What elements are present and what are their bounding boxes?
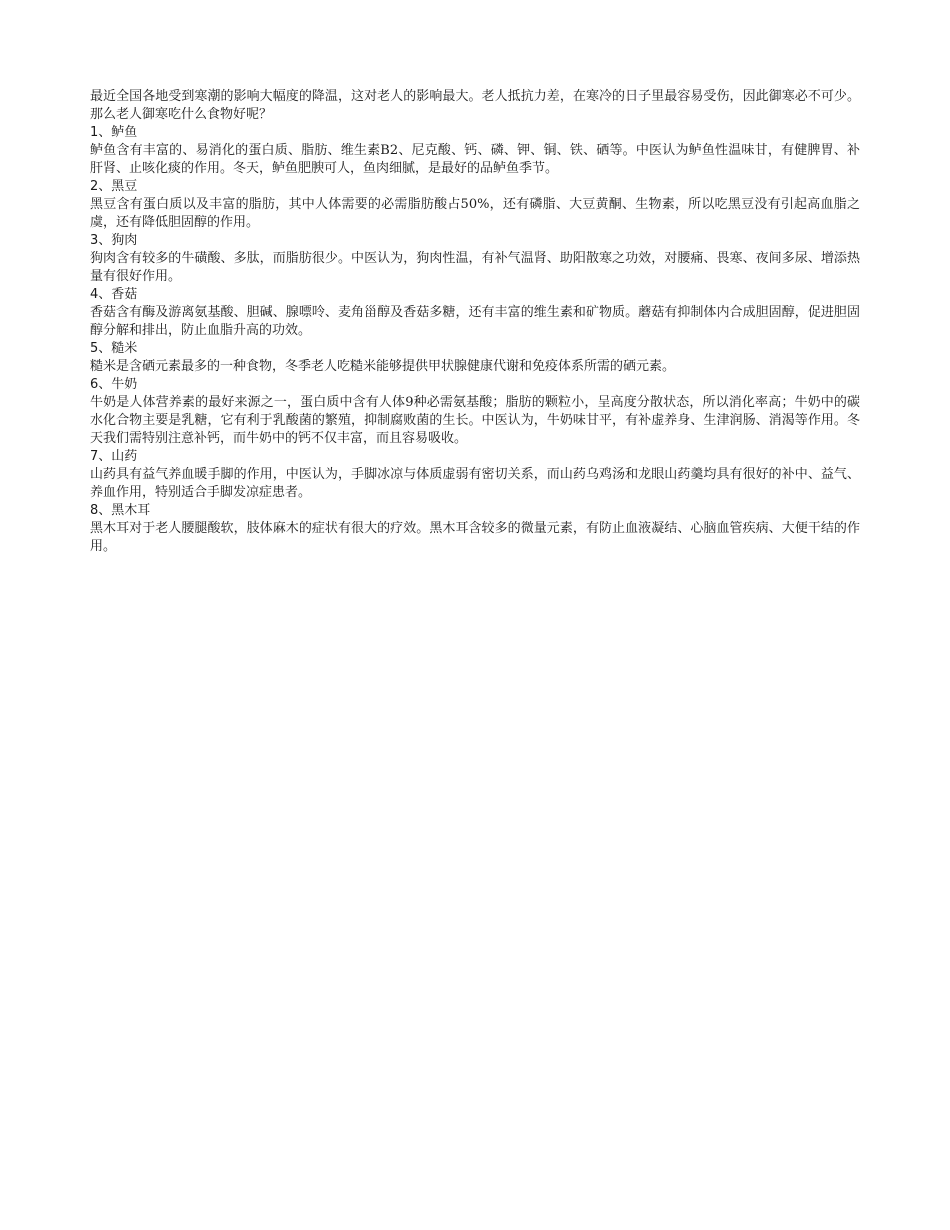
section-heading-milk: 6、牛奶 (90, 377, 138, 392)
section-heading-black-bean: 2、黑豆 (90, 179, 138, 194)
section-heading-bass: 1、鲈鱼 (90, 125, 138, 140)
section-body-bass: 鲈鱼含有丰富的、易消化的蛋白质、脂肪、维生素B2、尼克酸、钙、磷、钾、铜、铁、硒等。中医认为鲈鱼性温味甘，有健脾胃、补肝肾、止咳化痰的作用。冬天，鲈鱼肥腴可人，鱼肉细腻，是最好的品鲈鱼季节。 (90, 143, 860, 176)
section-body-black-fungus: 黑木耳对于老人腰腿酸软，肢体麻木的症状有很大的疗效。黑木耳含较多的微量元素，有防止血液凝结、心脑血管疾病、大便干结的作用。 (90, 521, 860, 554)
section-body-black-bean: 黑豆含有蛋白质以及丰富的脂肪，其中人体需要的必需脂肪酸占50%，还有磷脂、大豆黄酮、生物素，所以吃黑豆没有引起高血脂之虞，还有降低胆固醇的作用。 (90, 197, 860, 230)
section-heading-yam: 7、山药 (90, 449, 138, 464)
section-heading-dog-meat: 3、狗肉 (90, 233, 138, 248)
section-heading-brown-rice: 5、糙米 (90, 341, 138, 356)
section-body-brown-rice: 糙米是含硒元素最多的一种食物，冬季老人吃糙米能够提供甲状腺健康代谢和免疫体系所需的硒元素。 (90, 359, 676, 374)
section-body-milk: 牛奶是人体营养素的最好来源之一，蛋白质中含有人体9种必需氨基酸；脂肪的颗粒小，呈高度分散状态，所以消化率高；牛奶中的碳水化合物主要是乳糖，它有利于乳酸菌的繁殖，抑制腐败菌的生长。中医认为，牛奶味甘平，有补虚养身、生津润肠、消渴等作用。冬天我们需特别注意补钙，而牛奶中的钙不仅丰富，而且容易吸收。 (90, 395, 860, 446)
intro-paragraph: 最近全国各地受到寒潮的影响大幅度的降温，这对老人的影响最大。老人抵抗力差，在寒冷的日子里最容易受伤，因此御寒必不可少。那么老人御寒吃什么食物好呢？ (90, 89, 860, 122)
section-body-shiitake: 香菇含有酶及游离氨基酸、胆碱、腺嘌呤、麦角甾醇及香菇多糖，还有丰富的维生素和矿物质。蘑菇有抑制体内合成胆固醇，促进胆固醇分解和排出，防止血脂升高的功效。 (90, 305, 860, 338)
section-heading-shiitake: 4、香菇 (90, 287, 138, 302)
section-body-dog-meat: 狗肉含有较多的牛磺酸、多肽，而脂肪很少。中医认为，狗肉性温，有补气温肾、助阳散寒之功效，对腰痛、畏寒、夜间多尿、增添热量有很好作用。 (90, 251, 860, 284)
document-body (90, 88, 860, 556)
section-body-yam: 山药具有益气养血暖手脚的作用，中医认为，手脚冰凉与体质虚弱有密切关系，而山药乌鸡汤和龙眼山药羹均具有很好的补中、益气、养血作用，特别适合手脚发凉症患者。 (90, 467, 860, 500)
section-heading-black-fungus: 8、黑木耳 (90, 503, 151, 518)
